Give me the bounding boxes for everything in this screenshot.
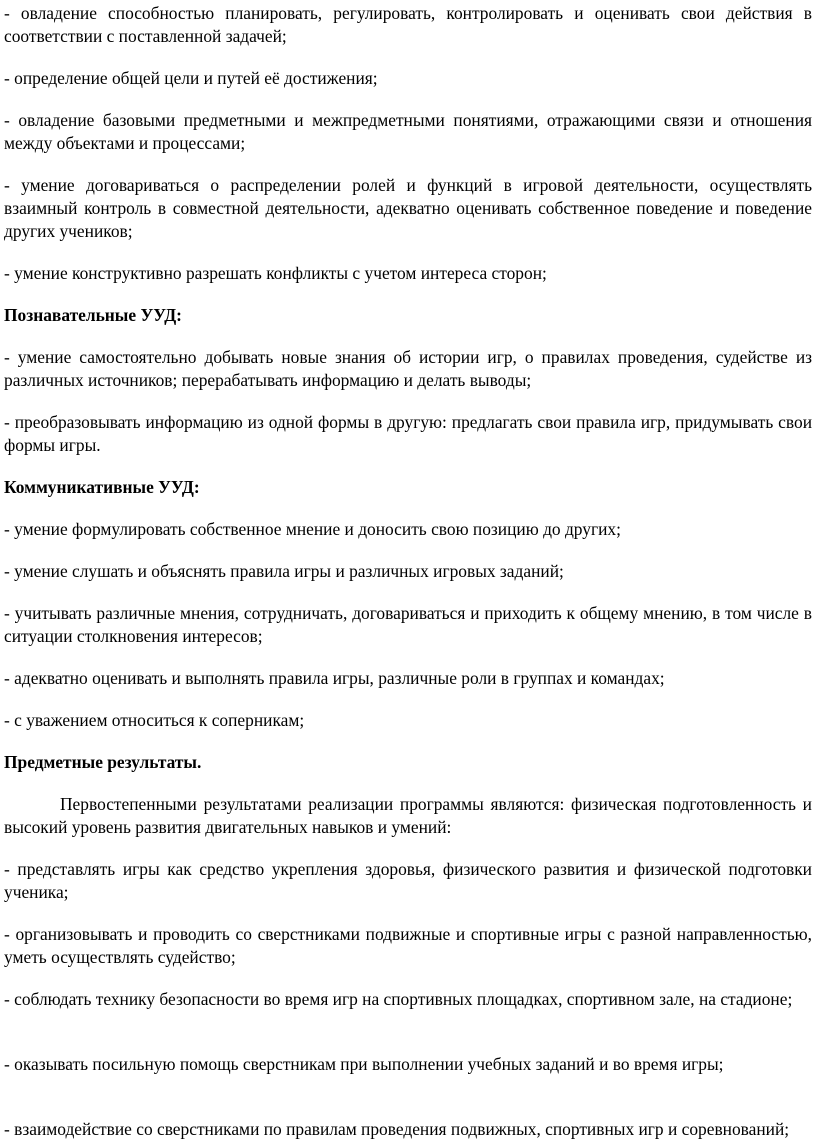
paragraph-own-opinion: - умение формулировать собственное мнение и доносить свою позицию до других; [4, 519, 621, 539]
paragraph-roles-agreement: - умение договариваться о распределении ролей и функций в игровой деятельности, осуществлять взаимный контроль в совместной деятельности, адекватно оценивать собственное поведение и поведение других учеников; [4, 175, 812, 241]
paragraph-organize-games: - организовывать и проводить со сверстниками подвижные и спортивные игры с разной направленностью, уметь осуществлять судейство; [4, 924, 812, 967]
heading-subject-results: Предметные результаты. [4, 752, 202, 772]
paragraph-respect-rivals: - с уважением относиться к соперникам; [4, 710, 305, 730]
paragraph-interaction: - взаимодействие со сверстниками по правилам проведения подвижных, спортивных игр и соревнований; [4, 1119, 790, 1139]
paragraph-primary-results: Первостепенными результатами реализации программы являются: физическая подготовленность и высокий уровень развития двигательных навыков и умений: [4, 794, 812, 837]
paragraph-conflicts: - умение конструктивно разрешать конфликты с учетом интереса сторон; [4, 263, 547, 283]
paragraph-new-knowledge: - умение самостоятельно добывать новые знания об истории игр, о правилах проведения, судействе из различных источников; перерабатывать информацию и делать выводы; [4, 347, 812, 390]
paragraph-planning: - овладение способностью планировать, регулировать, контролировать и оценивать свои действия в соответствии с поставленной задачей; [4, 3, 812, 46]
paragraph-basic-concepts: - овладение базовыми предметными и межпредметными понятиями, отражающими связи и отношения между объектами и процессами; [4, 110, 812, 153]
paragraph-transform-info: - преобразовывать информацию из одной формы в другую: предлагать свои правила игр, придумывать свои формы игры. [4, 412, 812, 455]
paragraph-explain-rules: - умение слушать и объяснять правила игры и различных игровых заданий; [4, 561, 564, 581]
paragraph-help-peers: - оказывать посильную помощь сверстникам при выполнении учебных заданий и во время игры; [4, 1054, 724, 1074]
paragraph-common-goal: - определение общей цели и путей её достижения; [4, 68, 378, 88]
paragraph-cooperation: - учитывать различные мнения, сотрудничать, договариваться и приходить к общему мнению, в том числе в ситуации столкновения интересов; [4, 603, 812, 646]
heading-cognitive: Познавательные УУД: [4, 305, 182, 325]
paragraph-games-health: - представлять игры как средство укрепления здоровья, физического развития и физической подготовки ученика; [4, 859, 812, 902]
paragraph-safety: - соблюдать технику безопасности во время игр на спортивных площадках, спортивном зале, на стадионе; [4, 989, 793, 1009]
paragraph-game-roles: - адекватно оценивать и выполнять правила игры, различные роли в группах и командах; [4, 668, 665, 688]
heading-communicative: Коммуникативные УУД: [4, 477, 200, 497]
